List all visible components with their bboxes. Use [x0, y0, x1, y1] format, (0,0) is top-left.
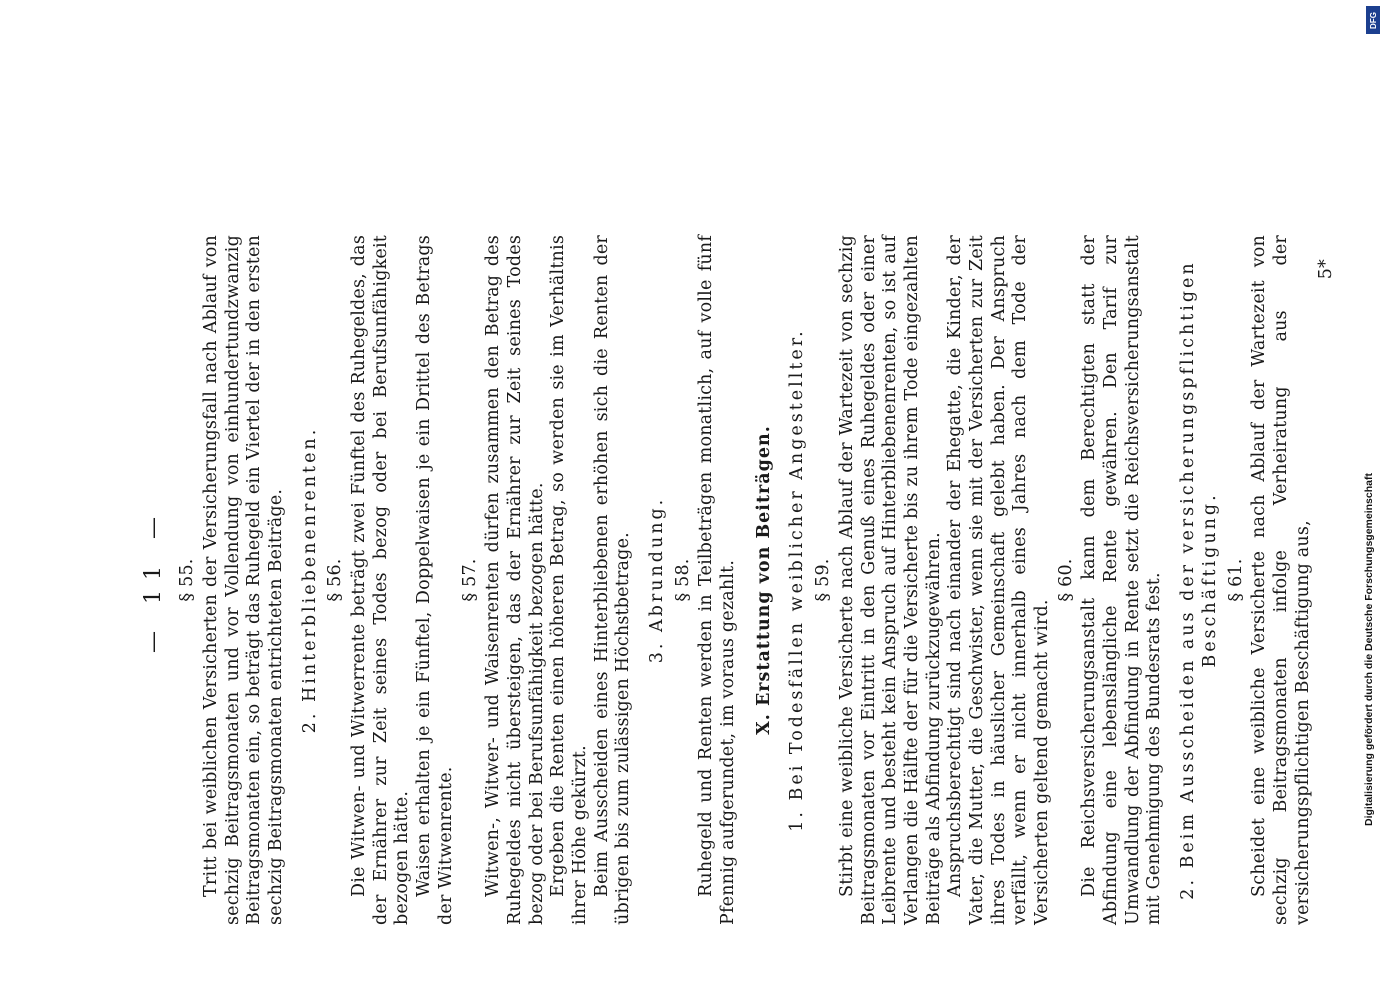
section-59-title: § 59.: [813, 558, 834, 602]
section-56-title: § 56.: [325, 558, 346, 602]
document-page: [140, 235, 1337, 925]
section-55-text: Tritt bei weiblichen Versicherten der Versicherungsfall nach Ablauf von sechzig Beitragsmonaten und vor Vollendung von einhundertundzwanzig Beitragsmonaten ein, so beträgt das Ruhegeld ein Viertel der in den ersten sechzig Beitragsmonaten entrichteten Beiträge.: [200, 235, 287, 925]
section-57-paragraph-1: Witwen-, Witwer- und Waisenrenten dürfen zusammen den Betrag des Ruhegeldes nicht übersteigen, das der Ernährer zur Zeit seines Todes bezog oder bei Berufsunfähigkeit bezogen hätte.: [483, 235, 547, 925]
digitization-credit: [1361, 6, 1381, 826]
page-signature: 5*: [1316, 259, 1337, 280]
section-57-title: § 57.: [459, 558, 480, 602]
section-59-paragraph-2: Anspruchsberechtigt sind nach einander der Ehegatte, die Kinder, der Vater, die Mutter, die Geschwister, wenn sie mit der Versicherten zur Zeit ihres Todes in häuslicher Gemeinschaft gelebt haben. Der Anspruch verfällt, wenn er nicht innerhalb eines Jahres nach dem Tode der Versicherten geltend gemacht wird.: [945, 235, 1053, 925]
section-56-paragraph-1: Die Witwen- und Witwerrente beträgt zwei Fünftel des Ruhegeldes, das der Ernährer zur Zeit seines Todes bezog oder bei Berufsunfähigkeit bezogen hätte.: [349, 235, 413, 925]
subsection-x2-title: 2. Beim Ausscheiden aus der versicherungspflichtigen Beschäftigung.: [1178, 260, 1220, 900]
section-60-title: § 60.: [1055, 558, 1076, 602]
section-56-paragraph-2: Waisen erhalten je ein Fünftel, Doppelwaisen je ein Drittel des Betrags der Witwenrente.: [414, 235, 456, 925]
section-61-text: Scheidet eine weibliche Versicherte nach Ablauf der Wartezeit von sechzig Beitragsmonaten infolge Verheiratung aus der versicherungspflichtigen Beschäftigung aus,: [1249, 235, 1313, 925]
section-61-title: § 61.: [1225, 558, 1246, 602]
dfg-logo-text: DFG: [1368, 11, 1378, 29]
digitization-credit-text: Digitalisierung gefördert durch die Deutsche Forschungsgemeinschaft: [1363, 473, 1375, 826]
chapter-x-title: X. Erstattung von Beiträgen.: [753, 425, 774, 735]
section-57-paragraph-3: Beim Ausscheiden eines Hinterbliebenen erhöhen sich die Renten der übrigen bis zum zulässigen Höchstbetrage.: [591, 235, 634, 925]
subsection-3-title: 3. Abrundung.: [647, 496, 668, 664]
section-59-paragraph-1: Stirbt eine weibliche Versicherte nach Ablauf der Wartezeit von sechzig Beitragsmonaten vor Eintritt in den Genuß eines Ruhegeldes oder einer Leibrente und besteht kein Anspruch auf Hinterbliebenenrenten, so ist auf Verlangen die Hälfte der für die Versicherte bis zu ihrem Tode eingezahlten Beiträge als Abfindung zurückzugewähren.: [836, 235, 944, 925]
section-58-text: Ruhegeld und Renten werden in Teilbeträgen monatlich, auf volle fünf Pfennig aufgerundet, im voraus gezahlt.: [696, 235, 739, 925]
section-58-title: § 58.: [672, 558, 693, 602]
page-header: — 11 —: [141, 507, 166, 653]
subsection-2-title: 2. Hinterbliebenenrenten.: [299, 426, 320, 734]
subsection-x1-title: 1. Bei Todesfällen weiblicher Angestellter.: [787, 328, 808, 832]
section-60-text: Die Reichsversicherungsanstalt kann dem Berechtigten statt der Abfindung eine lebenslängliche Rente gewähren. Den Tarif zur Umwandlung der Abfindung in Rente setzt die Reichsversicherungsanstalt mit Genehmigung des Bundesrats fest.: [1079, 235, 1165, 925]
dfg-logo: [1366, 6, 1380, 34]
section-57-paragraph-2: Ergeben die Renten einen höheren Betrag, so werden sie im Verhältnis ihrer Höhe gekürzt.: [548, 235, 590, 925]
section-55-title: § 55.: [177, 558, 198, 602]
